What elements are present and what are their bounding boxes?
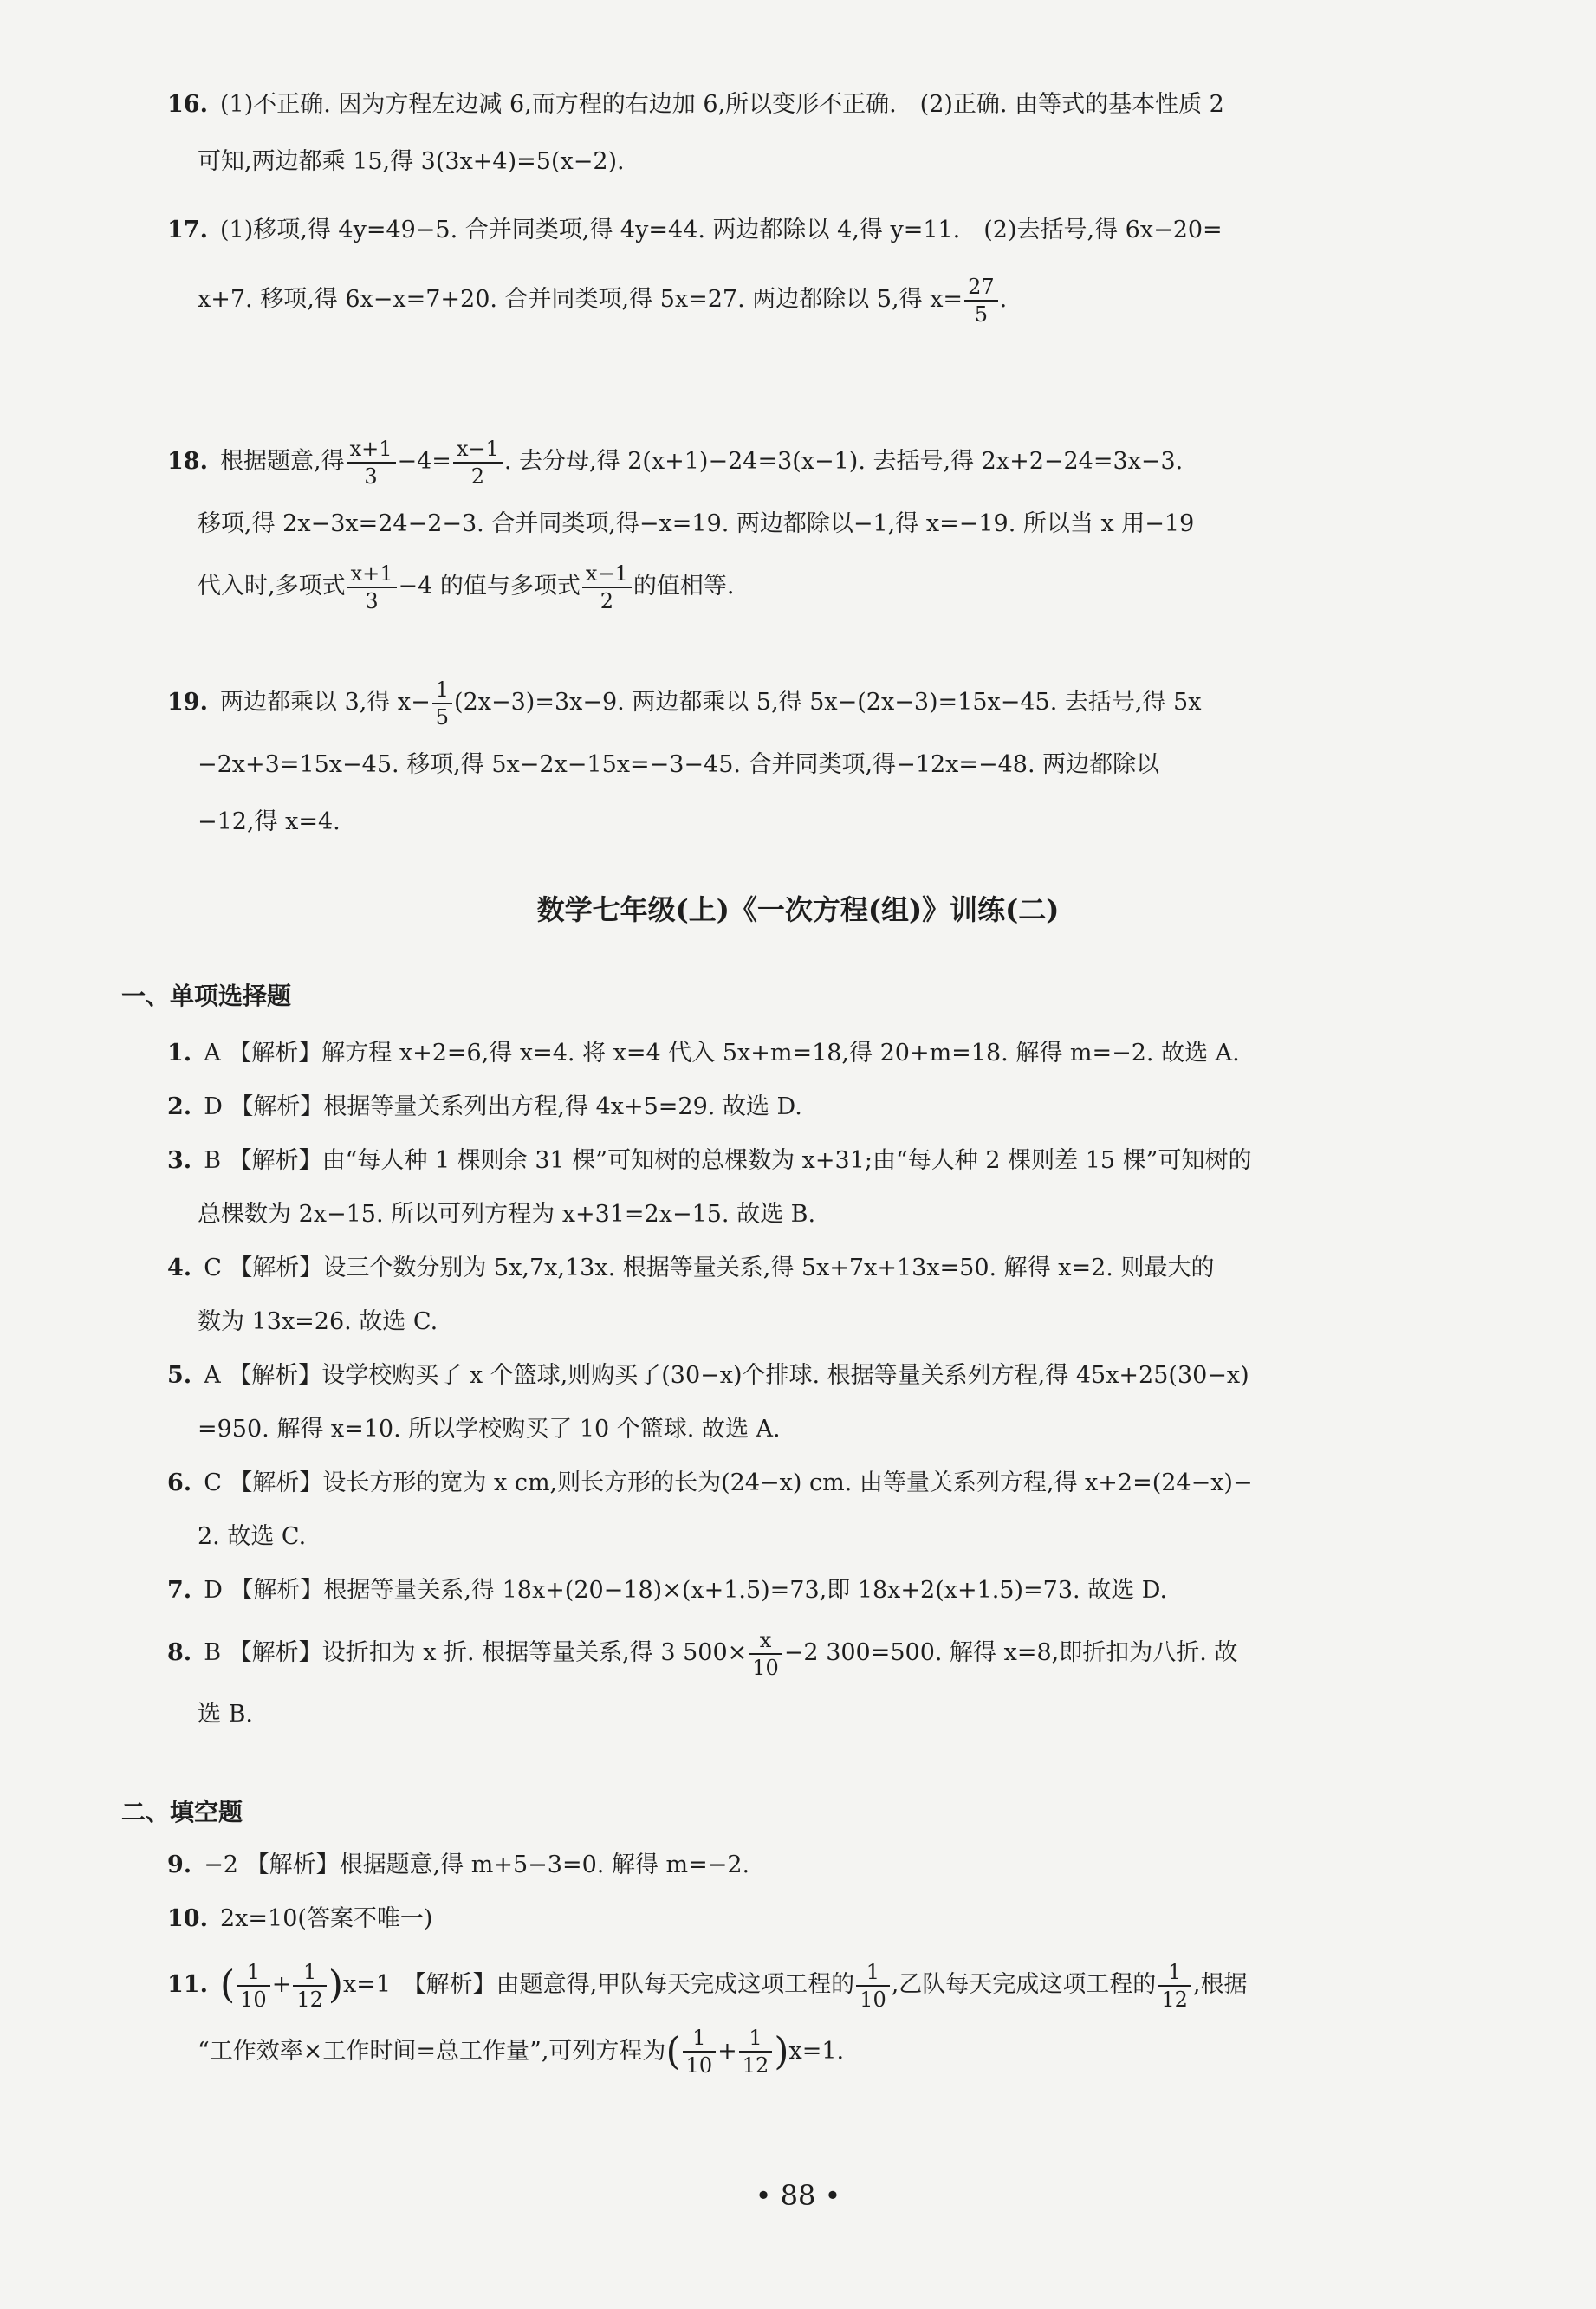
fraction: $\frac{1}{12}$ [293,1959,327,2013]
answer-8: 8. B 【解析】设折扣为 x 折. 根据等量关系,得 3 500× $\frac{x}{10}$ −2 300=500. 解得 x=8,即折扣为八折. 故 选 B. [167,1627,1238,1728]
fraction: $\frac{1}{10}$ [683,2025,717,2079]
answer-6: 6. C 【解析】设长方形的宽为 x cm,则长方形的长为(24−x) cm. 由等量关系列方程,得 x+2=(24−x)− 2. 故选 C. [167,1469,1253,1550]
answer-4: 4. C 【解析】设三个数分别为 5x,7x,13x. 根据等量关系,得 5x+7x+13x=50. 解得 x=2. 则最大的 数为 13x=26. 故选 C. [167,1255,1215,1335]
section-title: 数学七年级(上)《一次方程(组)》训练(二) [536,893,1060,926]
answer-11: 11. ( $\frac{1}{10}$ + $\frac{1}{12}$ )x=1 【解析】由题意得,甲队每天完成这项工程的 $\frac{1}{10}$ ,乙队每天完成这项工程的 $\frac{1}{12}$ ,根据 “工作效率×工作时间=总工作量”,可列方程为( $\frac{1}{10}$ + $\frac{1}{12}$ )x=1. [167,1959,1248,2078]
fraction: $\frac{x-1}{2}$ [453,436,503,490]
fraction: $\frac{1}{10}$ [856,1959,890,2013]
answer-16: 16. (1)不正确. 因为方程左边减 6,而方程的右边加 6,所以变形不正确. (2)正确. 由等式的基本性质 2 可知,两边都乘 15,得 3(3x+4)=5(x−2). [167,91,1224,175]
section-heading-fill-blank: 二、填空题 [121,1798,243,1826]
answer-9: 9. −2 【解析】根据题意,得 m+5−3=0. 解得 m=−2. [167,1852,750,1878]
fraction: $\frac{x+1}{3}$ [347,561,397,614]
fraction: $\frac{1}{5}$ [432,677,452,730]
question-list-choice [167,1027,1448,1741]
answer-3: 3. B 【解析】由“每人种 1 棵则余 31 棵”可知树的总棵数为 x+31;由“每人种 2 棵则差 15 棵”可知树的 总棵数为 2x−15. 所以可列方程为 x+31=2x−15. 故选 B. [167,1147,1252,1228]
answer-1: 1. A 【解析】解方程 x+2=6,得 x=4. 将 x=4 代入 5x+m=18,得 20+m=18. 解得 m=−2. 故选 A. [167,1040,1240,1067]
answer-5: 5. A 【解析】设学校购买了 x 个篮球,则购买了(30−x)个排球. 根据等量关系列方程,得 45x+25(30−x) =950. 解得 x=10. 所以学校购买了 10 个篮球. 故选 A. [167,1362,1249,1443]
section-heading-single-choice: 一、单项选择题 [121,982,292,1010]
fraction: $\frac{1}{12}$ [1158,1959,1191,2013]
answer-2: 2. D 【解析】根据等量关系列出方程,得 4x+5=29. 故选 D. [167,1093,802,1120]
answer-10: 10. 2x=10(答案不唯一) [167,1905,433,1932]
fraction: $\frac{1}{12}$ [739,2025,773,2079]
fraction: $\frac{x-1}{2}$ [582,561,632,614]
fraction: $\frac{x}{10}$ [749,1627,782,1681]
page-number: • 88 • [755,2179,841,2212]
fraction: $\frac{x+1}{3}$ [347,436,396,490]
answer-18: 18. 根据题意,得 $\frac{x+1}{3}$ −4= $\frac{x-1}{2}$ . 去分母,得 2(x+1)−24=3(x−1). 去括号,得 2x+2−24=3x−3. 移项,得 2x−3x=24−2−3. 合并同类项,得−x=19. 两边都除以−1,得 x=−19. 所以当 x 用−19 代入时,多项式 $\frac{x+1}{3}$ −4 的值与多项式 $\frac{x-1}{2}$ 的值相等. [167,436,1195,613]
answer-19: 19. 两边都乘以 3,得 x− $\frac{1}{5}$ (2x−3)=3x−9. 两边都乘以 5,得 5x−(2x−3)=15x−45. 去括号,得 5x −2x+3=15x−45. 移项,得 5x−2x−15x=−3−45. 合并同类项,得−12x=−48. 两边都除以 −12,得 x=4. [167,677,1202,835]
answer-7: 7. D 【解析】根据等量关系,得 18x+(20−18)×(x+1.5)=73,即 18x+2(x+1.5)=73. 故选 D. [167,1577,1168,1604]
fraction: $\frac{1}{10}$ [237,1959,270,2013]
answer-17: 17. (1)移项,得 4y=49−5. 合并同类项,得 4y=44. 两边都除以 4,得 y=11. (2)去括号,得 6x−20= x+7. 移项,得 6x−x=7+20. 合并同类项,得 5x=27. 两边都除以 5,得 x= $\frac{27}{5}$ . [167,217,1223,327]
fraction: $\frac{27}{5}$ [964,274,998,328]
question-list-fill [167,1839,1448,2079]
